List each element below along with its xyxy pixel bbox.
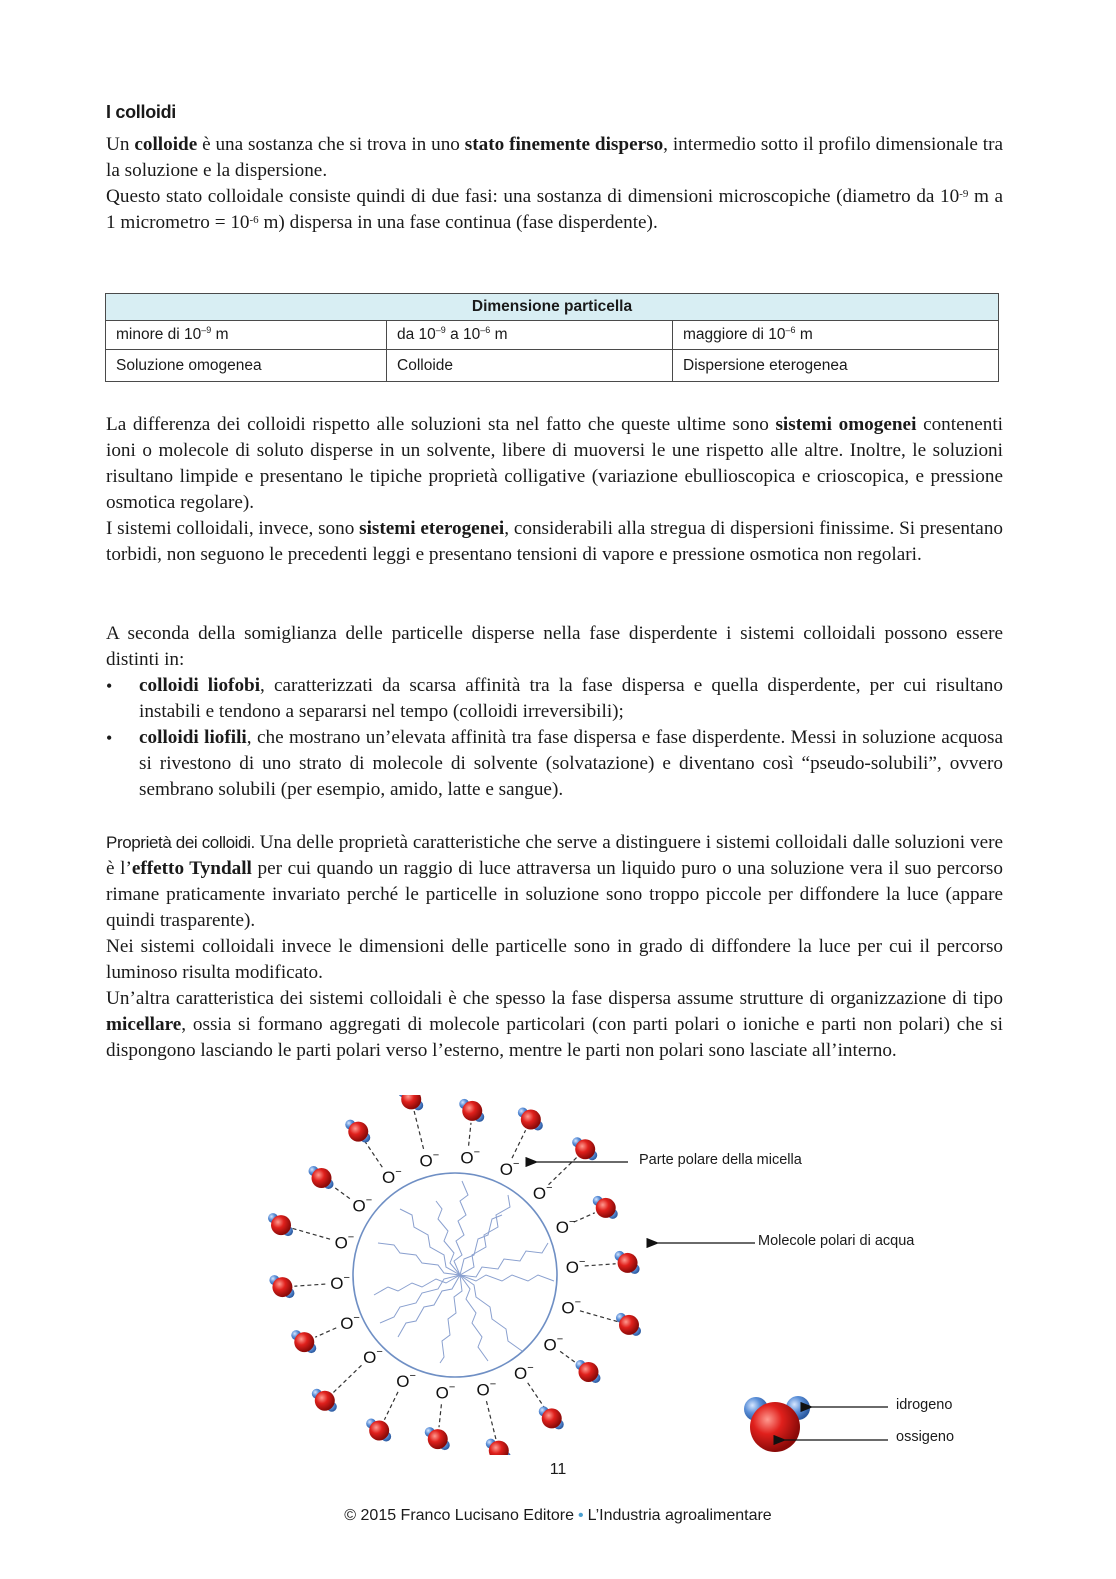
svg-text:O−: O−: [532, 1182, 553, 1204]
term: colloidi liofobi: [139, 675, 261, 696]
svg-text:O−: O−: [334, 1231, 355, 1253]
difference-paragraph: [106, 412, 1003, 568]
intro-paragraph: [106, 132, 1003, 236]
svg-text:O−: O−: [363, 1345, 383, 1367]
page-number: 11: [549, 1461, 567, 1478]
micelle-outline: [353, 1173, 557, 1377]
table-cell: Colloide: [387, 350, 673, 382]
svg-text:O−: O−: [513, 1361, 534, 1383]
term: colloidi liofili: [139, 727, 247, 748]
term-colloide: colloide: [134, 134, 198, 155]
svg-text:O−: O−: [476, 1378, 497, 1400]
table-cell: da $10^{-9}$ a $10^{-6}$ m: [387, 321, 673, 350]
water-molecules: [268, 1095, 641, 1455]
table-row: [106, 321, 999, 350]
text: Questo stato colloidale consiste quindi di due fasi: una sostanza di dimensioni microscopiche (diametro da 10: [106, 186, 960, 207]
text: , intermedio sotto il profilo dimensionale tra la soluzione e la dispersione.: [106, 134, 1004, 181]
text: m a 1 micrometro = 10: [106, 186, 1003, 233]
separator-dot: •: [577, 1507, 584, 1524]
text: Un: [106, 134, 135, 155]
copyright: © 2015 Franco Lucisano Editore: [344, 1507, 574, 1524]
text: , considerabili alla stregua di dispersioni finissime. Si presentano torbidi, non seguono le precedenti leggi e presentano tensioni di vapore e pressione osmotica non regolari.: [106, 518, 1004, 565]
table-cell: Soluzione omogenea: [106, 350, 387, 382]
term-sistemi-eterogenei: sistemi eterogenei: [359, 518, 505, 539]
svg-text:O−: O−: [330, 1272, 350, 1294]
micelle-illustration: [250, 1095, 980, 1455]
svg-text:O−: O−: [435, 1381, 456, 1403]
svg-text:O−: O−: [555, 1216, 576, 1238]
types-section: [106, 621, 1003, 803]
book-title: L’Industria agroalimentare: [587, 1507, 772, 1524]
table-row: [106, 350, 999, 382]
text: I sistemi colloidali, invece, sono: [106, 518, 360, 539]
svg-text:O−: O−: [565, 1255, 586, 1277]
exponent: -9: [959, 188, 969, 200]
types-intro: A seconda della somiglianza delle particelle disperse nella fase disperdente i sistemi colloidali possono essere distinti in:: [106, 623, 1003, 670]
table-cell: minore di $10^{-9}$ m: [106, 321, 387, 350]
term-micellare: micellare: [106, 1014, 182, 1035]
svg-text:O−: O−: [561, 1296, 582, 1318]
properties-paragraph: Proprietà dei colloidi. Una delle proprietà caratteristiche che serve a distinguere i sistemi colloidali dalle soluzioni vere è l’effetto Tyndall per cui quando un raggio di luce attraversa un liquido puro o una soluzione vera il suo percorso rimane praticamente invariato perché le particelle in soluzione sono troppo piccole per diffondere la luce (appare quindi trasparente). Nei sistemi colloidali invece le dimensioni delle particelle sono in grado di diffondere la luce per cui il percorso luminoso risulta modificato. Un’altra caratteristica dei sistemi colloidali è che spesso la fase dispersa assume strutture di organizzazione di tipo micellare, ossia si formano aggregati di molecole particolari (con parti polari o ioniche e parti non polari) che si dispongono lasciando le parti polari verso l’esterno, mentre le parti non polari sono lasciate all’interno.: [106, 832, 1004, 1061]
text: contenenti ioni o molecole di soluto disperse in un solvente, libere di muoversi le une rispetto alle altre. Inoltre, le soluzioni risultano limpide e presentano le tipiche proprietà colligative (variazione ebullioscopica e crioscopica, e pressione osmotica regolare).: [106, 414, 1003, 513]
section-title: I colloidi: [106, 102, 177, 122]
text: La differenza dei colloidi rispetto alle soluzioni sta nel fatto che queste ultime sono: [106, 414, 776, 435]
table-header: Dimensione particella: [106, 294, 999, 321]
label-polar-part: Parte polare della micella: [639, 1152, 802, 1168]
legend-water-molecule: [744, 1396, 810, 1452]
term-effetto-tyndall: effetto Tyndall: [131, 858, 252, 879]
term-sistemi-omogenei: sistemi omogenei: [775, 414, 917, 435]
svg-text:O−: O−: [340, 1311, 360, 1333]
text: m) dispersa in una fase continua (fase disperdente).: [258, 212, 658, 233]
svg-text:O−: O−: [419, 1149, 440, 1171]
svg-text:O−: O−: [499, 1157, 520, 1179]
page-footer: [0, 1507, 1116, 1525]
svg-text:O−: O−: [352, 1194, 373, 1216]
particle-size-table: [105, 293, 999, 382]
term-stato-disperso: stato finemente disperso: [464, 134, 664, 155]
text: è una sostanza che si trova in uno: [197, 134, 465, 155]
svg-text:O−: O−: [382, 1166, 402, 1188]
exponent: -6: [249, 214, 259, 226]
svg-text:O−: O−: [460, 1146, 481, 1168]
micelle-diagram: [250, 1095, 980, 1455]
svg-text:O−: O−: [396, 1370, 416, 1392]
list-item: • colloidi liofobi, caratterizzati da scarsa affinità tra la fase dispersa e quella disperdente, per cui risultano instabili e tendono a separarsi nel tempo (colloidi irreversibili);: [106, 673, 1003, 725]
label-water-molecules: Molecole polari di acqua: [758, 1233, 915, 1249]
svg-text:O−: O−: [543, 1333, 564, 1355]
label-hydrogen: idrogeno: [896, 1397, 953, 1413]
table-cell: maggiore di $10^{-6}$ m: [673, 321, 999, 350]
hydrocarbon-chains: [374, 1181, 554, 1363]
types-list: [106, 673, 1003, 803]
runin-heading: Proprietà dei colloidi.: [106, 833, 255, 852]
label-oxygen: ossigeno: [896, 1429, 955, 1445]
table-cell: Dispersione eterogenea: [673, 350, 999, 382]
list-item: • colloidi liofili, che mostrano un’elevata affinità tra fase dispersa e fase disperdente. Messi in soluzione acquosa si rivestono di uno strato di molecole di solvente (solvatazione) e diventano così “pseudo-solubili”, ovvero sembrano solubili (per esempio, amido, latte e sangue).: [106, 725, 1003, 803]
